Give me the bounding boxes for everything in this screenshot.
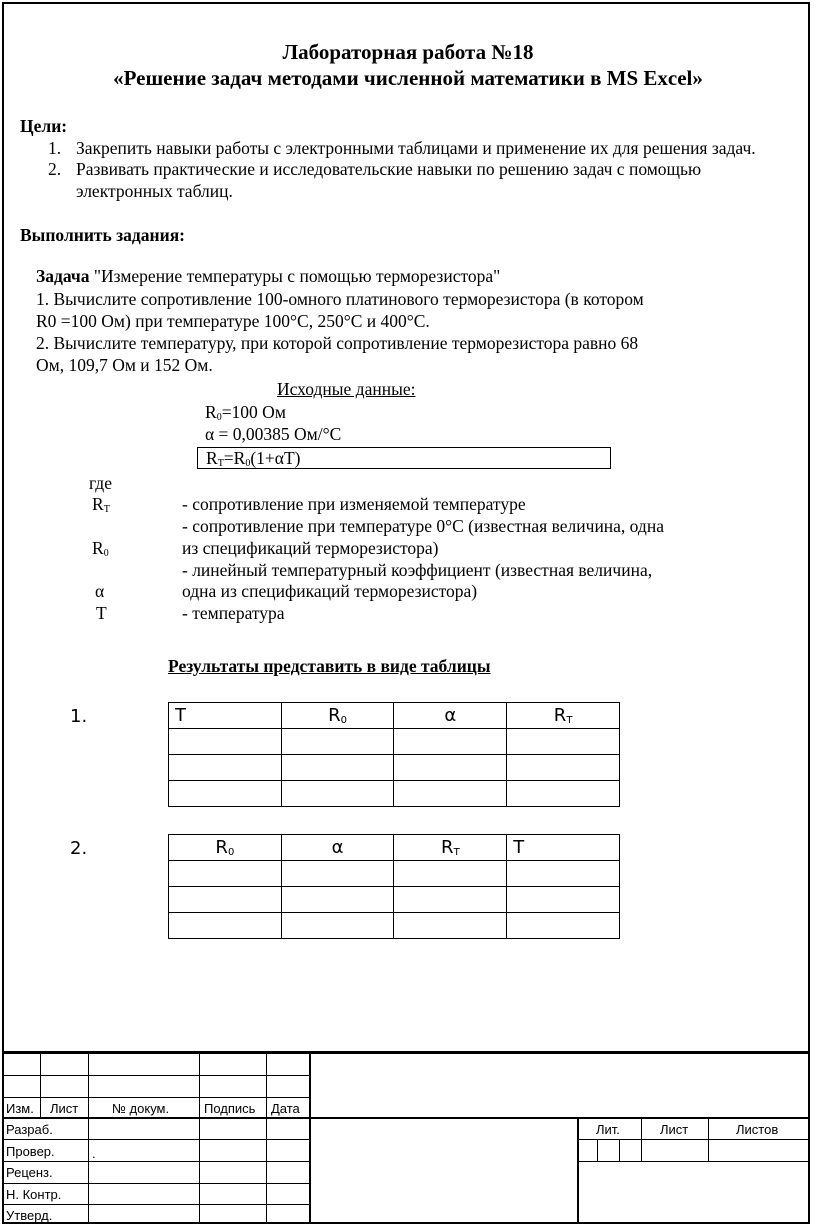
stamp-line	[578, 1139, 810, 1140]
task-title	[36, 266, 500, 287]
task-line-3: 2. Вычислите температуру, при которой сопротивление терморезистора равно 68	[36, 333, 639, 353]
header-main: α	[444, 705, 457, 726]
table-2-header-row	[169, 835, 620, 861]
stamp-list-2: Лист	[660, 1122, 689, 1137]
stamp-prover: Провер.	[6, 1144, 55, 1159]
table-cell[interactable]	[169, 755, 282, 781]
task-label: Задача	[36, 266, 90, 286]
stamp-lit: Лит.	[596, 1122, 620, 1137]
table-2-header-cell	[169, 835, 282, 861]
r0-value: =100 Ом	[221, 402, 286, 422]
task-line-1: 1. Вычислите сопротивление 100-омного платинового терморезистора (в котором	[36, 289, 644, 309]
stamp-dot: .	[92, 1146, 96, 1161]
table-cell[interactable]	[281, 781, 394, 807]
where-r0-symbol	[92, 538, 109, 559]
rt-r: R	[92, 494, 104, 514]
table-cell[interactable]	[169, 861, 282, 887]
results-table-1	[168, 702, 620, 807]
stamp-vline	[88, 1053, 89, 1223]
where-alpha-symbol: α	[95, 581, 105, 601]
goal-1-text: Закрепить навыки работы с электронными таблицами и применение их для решения задач.	[76, 138, 756, 158]
stamp-vline	[597, 1140, 598, 1162]
title-line-2: «Решение задач методами численной математики в MS Excel»	[113, 66, 703, 90]
formula-r: R	[206, 448, 218, 468]
formula-eq-r: =R	[223, 448, 246, 468]
table-cell[interactable]	[169, 781, 282, 807]
stamp-data: Дата	[271, 1101, 300, 1116]
task-line-4: Ом, 109,7 Ом и 152 Ом.	[36, 355, 213, 375]
table-row	[169, 755, 620, 781]
goals-heading: Цели:	[20, 116, 68, 136]
table-cell[interactable]	[281, 913, 394, 939]
where-alpha-desc-1: - линейный температурный коэффициент (известная величина,	[182, 560, 653, 580]
table-1-header-cell	[169, 703, 282, 729]
stamp-dokum: № докум.	[112, 1101, 170, 1116]
table-2-header-cell	[507, 835, 620, 861]
table-cell[interactable]	[394, 913, 507, 939]
table-row	[169, 861, 620, 887]
stamp-list: Лист	[50, 1101, 79, 1116]
table-1-number: 1.	[70, 706, 88, 727]
tasks-heading: Выполнить задания:	[20, 225, 185, 245]
goal-1-number: 1.	[48, 138, 62, 158]
stamp-izm: Изм.	[6, 1101, 34, 1116]
header-sub: 0	[340, 715, 348, 726]
table-cell[interactable]	[394, 755, 507, 781]
stamp-vline	[40, 1053, 41, 1119]
results-heading: Результаты представить в виде таблицы	[168, 656, 491, 676]
table-cell[interactable]	[507, 781, 620, 807]
table-cell[interactable]	[507, 729, 620, 755]
formula	[206, 448, 300, 469]
stamp-listov: Листов	[736, 1122, 779, 1137]
where-r0-desc-1: - сопротивление при температуре 0°С (известная величина, одна	[182, 516, 664, 536]
stamp-line	[2, 1075, 310, 1076]
r0-sub: 0	[103, 548, 109, 559]
where-label: где	[89, 473, 112, 493]
table-cell[interactable]	[281, 729, 394, 755]
stamp-podpis: Подпись	[204, 1101, 256, 1116]
formula-rest: (1+αT)	[250, 448, 301, 468]
table-cell[interactable]	[281, 861, 394, 887]
stamp-vline	[577, 1118, 579, 1223]
results-table-2	[168, 834, 620, 939]
table-cell[interactable]	[507, 755, 620, 781]
header-main: T	[175, 705, 186, 726]
stamp-n-kontr: Н. Контр.	[6, 1187, 62, 1202]
table-cell[interactable]	[394, 781, 507, 807]
stamp-line	[2, 1183, 310, 1184]
table-1-header-cell	[281, 703, 394, 729]
where-alpha-desc-2: одна из спецификаций терморезистора)	[182, 581, 478, 601]
header-main: R	[441, 837, 454, 858]
formula-sub-0: 0	[245, 458, 251, 469]
stamp-razrab: Разраб.	[6, 1122, 53, 1137]
header-main: R	[215, 837, 228, 858]
rt-sub: T	[103, 504, 110, 515]
source-heading: Исходные данные:	[277, 379, 416, 399]
table-row	[169, 781, 620, 807]
stamp-line	[2, 1161, 310, 1162]
header-main: α	[331, 837, 344, 858]
goal-2-text: Развивать практические и исследовательские навыки по решению задач с помощью	[76, 159, 702, 179]
table-cell[interactable]	[507, 861, 620, 887]
task-name: "Измерение температуры с помощью терморезистора"	[93, 266, 501, 286]
stamp-line	[2, 1139, 310, 1140]
header-main: R	[553, 705, 567, 726]
table-row	[169, 913, 620, 939]
table-1-header-row	[169, 703, 620, 729]
source-r0	[205, 402, 286, 423]
where-rt-desc: - сопротивление при изменяемой температуре	[182, 494, 526, 514]
r0-symbol: R	[205, 402, 217, 422]
table-row	[169, 729, 620, 755]
where-rt-symbol	[92, 494, 110, 515]
header-main: R	[328, 705, 341, 726]
where-t-desc: - температура	[182, 603, 285, 623]
table-1-header-cell	[507, 703, 620, 729]
source-alpha: α = 0,00385 Ом/°С	[205, 424, 342, 444]
table-cell[interactable]	[169, 729, 282, 755]
stamp-vline	[199, 1053, 200, 1223]
table-cell[interactable]	[507, 913, 620, 939]
title-line-1: Лабораторная работа №18	[282, 40, 534, 64]
stamp-utverd: Утверд.	[6, 1208, 53, 1223]
stamp-line	[2, 1117, 810, 1119]
where-r0-desc-2: из спецификаций терморезистора)	[182, 538, 439, 558]
stamp-top-line	[2, 1051, 810, 1054]
formula-sub-t: T	[217, 458, 224, 469]
r0-subscript: 0	[216, 412, 222, 423]
stamp-vline	[641, 1118, 642, 1162]
table-1-header-cell	[394, 703, 507, 729]
stamp-vline	[619, 1140, 620, 1162]
table-cell[interactable]	[169, 913, 282, 939]
table-cell[interactable]	[394, 729, 507, 755]
stamp-vline	[708, 1118, 709, 1162]
task-line-2: R0 =100 Ом) при температуре 100°С, 250°С и 400°С.	[36, 311, 430, 331]
header-sub: 0	[227, 847, 235, 858]
table-cell[interactable]	[169, 887, 282, 913]
header-sub: T	[453, 847, 460, 858]
stamp-vline	[266, 1053, 267, 1223]
stamp-line	[2, 1204, 310, 1205]
table-cell[interactable]	[394, 861, 507, 887]
table-2-header-cell	[394, 835, 507, 861]
table-row	[169, 887, 620, 913]
table-cell[interactable]	[281, 755, 394, 781]
stamp-vline	[309, 1053, 311, 1223]
header-sub: T	[566, 715, 573, 726]
header-main: T	[513, 837, 525, 858]
stamp-line	[2, 1097, 310, 1098]
goal-2-number: 2.	[48, 159, 62, 179]
goal-2-text-cont: электронных таблиц.	[76, 181, 233, 201]
table-cell[interactable]	[394, 887, 507, 913]
r0-r: R	[92, 538, 104, 558]
stamp-line	[578, 1161, 810, 1162]
table-cell[interactable]	[507, 887, 620, 913]
table-2-number: 2.	[70, 838, 88, 859]
where-t-symbol: T	[96, 603, 107, 623]
stamp-recenz: Реценз.	[6, 1165, 53, 1180]
table-cell[interactable]	[281, 887, 394, 913]
table-2-header-cell	[281, 835, 394, 861]
